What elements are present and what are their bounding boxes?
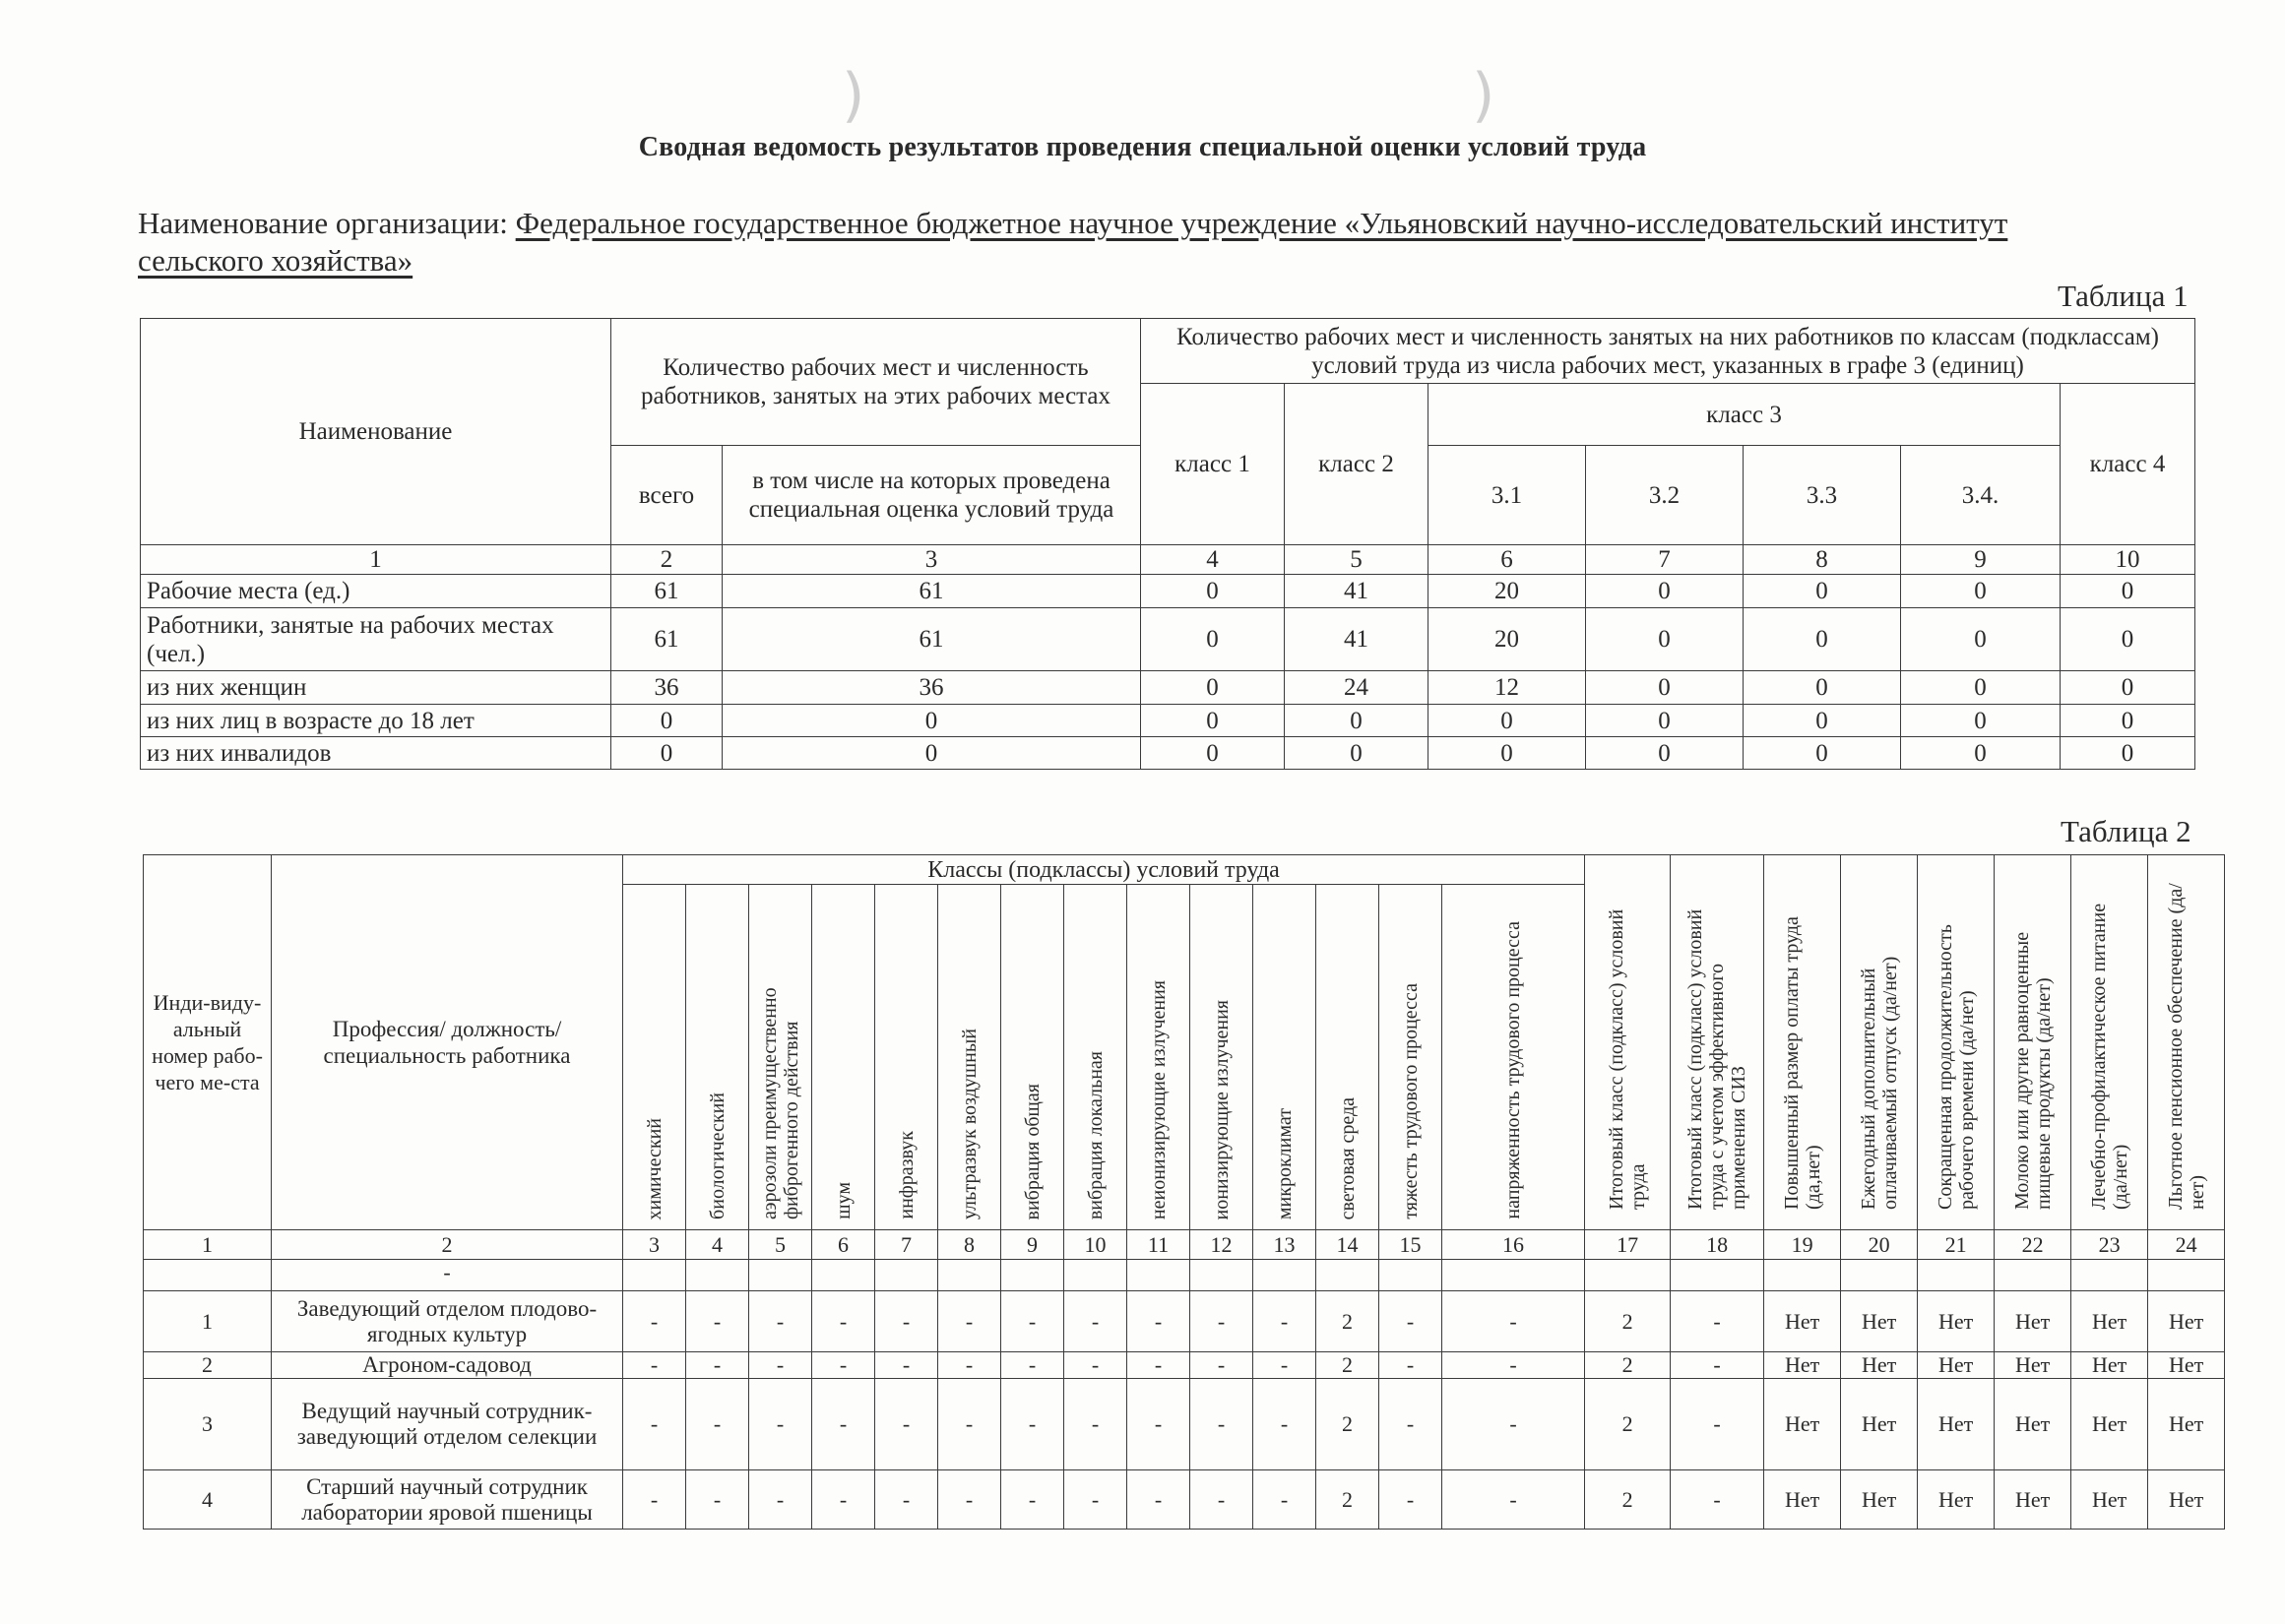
factor-cell — [1253, 885, 1316, 1230]
header-class3: класс 3 — [1428, 384, 2061, 446]
empty-cell — [1190, 1260, 1253, 1291]
cell-value: - — [1442, 1352, 1585, 1379]
cell-value: - — [686, 1352, 749, 1379]
col-number: 6 — [1428, 545, 1586, 575]
cell-value: 0 — [2061, 705, 2195, 737]
factor-light: световая среда — [1336, 1096, 1359, 1219]
header-extra-cell — [2071, 855, 2148, 1230]
empty-cell — [1064, 1260, 1127, 1291]
workplace-number: 2 — [144, 1352, 272, 1379]
cell-value: - — [1190, 1470, 1253, 1530]
cell-value: 0 — [1586, 671, 1744, 705]
empty-cell — [623, 1260, 686, 1291]
factor-infrasound: инфразвук — [895, 1131, 918, 1219]
cell-value: - — [1379, 1470, 1442, 1530]
empty-cell — [812, 1260, 875, 1291]
empty-cell — [1841, 1260, 1918, 1291]
cell-value: - — [1064, 1291, 1127, 1352]
cell-value: - — [1253, 1470, 1316, 1530]
cell-value: - — [875, 1470, 938, 1530]
scan-mark-left: ) — [842, 61, 865, 130]
workplace-number: 1 — [144, 1291, 272, 1352]
table-row — [144, 1470, 2225, 1530]
profession-name: Старший научный сотрудник лаборатории яровой пшеницы — [272, 1470, 623, 1530]
header-total: всего — [611, 446, 723, 545]
row-name: Рабочие места (ед.) — [141, 575, 611, 608]
cell-value: 0 — [1428, 737, 1586, 770]
workplace-number: 3 — [144, 1379, 272, 1470]
header-classes-group: Количество рабочих мест и численность занятых на них работников по классам (подклассам) условий труда из числа рабочих мест, указанных в графе 3 (единиц) — [1141, 319, 2195, 384]
col-number: 7 — [875, 1230, 938, 1260]
cell-value: 24 — [1285, 671, 1428, 705]
cell-value: - — [623, 1352, 686, 1379]
cell-value: 0 — [2061, 737, 2195, 770]
cell-value: - — [1127, 1352, 1190, 1379]
col-number: 14 — [1316, 1230, 1379, 1260]
cell-value: 61 — [611, 608, 723, 671]
cell-value: 0 — [1586, 608, 1744, 671]
cell-value: - — [1253, 1291, 1316, 1352]
cell-value: 61 — [723, 575, 1141, 608]
cell-value: - — [875, 1352, 938, 1379]
cell-value: Нет — [1764, 1470, 1841, 1530]
profession-name: Ведущий научный сотрудник-заведующий отделом селекции — [272, 1379, 623, 1470]
cell-value: 0 — [611, 705, 723, 737]
organization-line — [138, 205, 2186, 280]
cell-value: - — [1671, 1379, 1764, 1470]
header-extra-cell — [1995, 855, 2071, 1230]
factor-cell — [812, 885, 875, 1230]
cell-value: 0 — [1744, 608, 1901, 671]
factor-general-vibration: вибрация общая — [1021, 1083, 1044, 1219]
cell-value: 2 — [1585, 1470, 1671, 1530]
cell-value: Нет — [1841, 1379, 1918, 1470]
cell-value: - — [938, 1291, 1001, 1352]
cell-value: - — [1253, 1379, 1316, 1470]
col-number: 12 — [1190, 1230, 1253, 1260]
header-count-group: Количество рабочих мест и численность работников, занятых на этих рабочих местах — [611, 319, 1141, 446]
header-final-class-siz: Итоговый класс (подкласс) условий труда с учетом эффективного применения СИЗ — [1684, 908, 1750, 1210]
empty-cell — [144, 1260, 272, 1291]
header-number: Инди-виду-альный номер рабо-чего ме-ста — [144, 855, 272, 1230]
factor-intensity: напряженность трудового процесса — [1502, 921, 1525, 1219]
empty-cell — [1995, 1260, 2071, 1291]
cell-value: - — [1442, 1291, 1585, 1352]
cell-value: 12 — [1428, 671, 1586, 705]
cell-value: - — [1379, 1352, 1442, 1379]
col-number: 5 — [749, 1230, 812, 1260]
header-class2: класс 2 — [1285, 384, 1428, 545]
factor-cell — [623, 885, 686, 1230]
factor-cell — [1127, 885, 1190, 1230]
cell-value: Нет — [1918, 1352, 1995, 1379]
cell-value: - — [1001, 1352, 1064, 1379]
factor-cell — [1001, 885, 1064, 1230]
cell-value: - — [1127, 1470, 1190, 1530]
cell-value: 2 — [1585, 1352, 1671, 1379]
cell-value: Нет — [1918, 1470, 1995, 1530]
col-number: 22 — [1995, 1230, 2071, 1260]
cell-value: Нет — [1841, 1470, 1918, 1530]
header-milk: Молоко или другие равноценные пищевые продукты (да/нет) — [2010, 931, 2055, 1210]
cell-value: 0 — [1901, 575, 2061, 608]
cell-value: - — [623, 1470, 686, 1530]
row-name: Работники, занятые на рабочих местах (чел.) — [141, 608, 611, 671]
cell-value: Нет — [1764, 1379, 1841, 1470]
cell-value: 0 — [1141, 737, 1285, 770]
cell-value: Нет — [1764, 1291, 1841, 1352]
cell-value: - — [938, 1352, 1001, 1379]
cell-value: 0 — [723, 737, 1141, 770]
header-extra-cell — [1918, 855, 1995, 1230]
cell-value: Нет — [1918, 1379, 1995, 1470]
cell-value: - — [1190, 1379, 1253, 1470]
cell-value: 2 — [1316, 1470, 1379, 1530]
organization-name: Федеральное государственное бюджетное научное учреждение «Ульяновский научно-исследовательский институт — [515, 206, 2008, 240]
cell-value: 2 — [1585, 1291, 1671, 1352]
empty-cell — [938, 1260, 1001, 1291]
empty-cell — [749, 1260, 812, 1291]
col-number: 19 — [1764, 1230, 1841, 1260]
col-number: 4 — [686, 1230, 749, 1260]
factor-cell — [1316, 885, 1379, 1230]
row-name: из них женщин — [141, 671, 611, 705]
cell-value: Нет — [1995, 1379, 2071, 1470]
cell-value: 36 — [723, 671, 1141, 705]
cell-value: - — [812, 1352, 875, 1379]
cell-value: Нет — [1995, 1352, 2071, 1379]
col-number: 4 — [1141, 545, 1285, 575]
header-assessed: в том числе на которых проведена специальная оценка условий труда — [723, 446, 1141, 545]
cell-value: 0 — [1744, 671, 1901, 705]
organization-name-cont: сельского хозяйства» — [138, 243, 413, 278]
cell-value: - — [1190, 1291, 1253, 1352]
header-sub34: 3.4. — [1901, 446, 2061, 545]
col-number: 2 — [272, 1230, 623, 1260]
profession-name: Агроном-садовод — [272, 1352, 623, 1379]
table-row — [144, 1291, 2225, 1352]
cell-value: Нет — [2071, 1291, 2148, 1352]
cell-value: Нет — [2148, 1291, 2225, 1352]
factor-cell — [1190, 885, 1253, 1230]
cell-value: 61 — [723, 608, 1141, 671]
cell-value: - — [1001, 1470, 1064, 1530]
cell-value: - — [1127, 1291, 1190, 1352]
cell-value: - — [749, 1291, 812, 1352]
cell-value: - — [1001, 1379, 1064, 1470]
cell-value: - — [1671, 1352, 1764, 1379]
header-class1: класс 1 — [1141, 384, 1285, 545]
col-number: 10 — [2061, 545, 2195, 575]
header-profession: Профессия/ должность/ специальность работника — [272, 855, 623, 1230]
row-name: из них инвалидов — [141, 737, 611, 770]
col-number: 5 — [1285, 545, 1428, 575]
empty-cell — [1585, 1260, 1671, 1291]
cell-value: 0 — [1285, 705, 1428, 737]
cell-value: - — [812, 1470, 875, 1530]
cell-value: 41 — [1285, 575, 1428, 608]
table2-caption: Таблица 2 — [2061, 814, 2191, 848]
empty-cell — [1001, 1260, 1064, 1291]
cell-value: 2 — [1316, 1352, 1379, 1379]
empty-cell — [1918, 1260, 1995, 1291]
cell-value: 0 — [2061, 575, 2195, 608]
empty-cell — [1127, 1260, 1190, 1291]
cell-value: - — [623, 1291, 686, 1352]
cell-value: - — [686, 1379, 749, 1470]
cell-value: - — [749, 1379, 812, 1470]
table-row — [141, 608, 2195, 671]
col-number: 3 — [623, 1230, 686, 1260]
empty-cell — [2148, 1260, 2225, 1291]
cell-value: - — [1064, 1470, 1127, 1530]
table-row — [141, 575, 2195, 608]
cell-value: - — [1064, 1352, 1127, 1379]
header-reduced-hours: Сокращенная продолжительность рабочего времени (да/нет) — [1934, 924, 1978, 1210]
cell-value: 0 — [1141, 671, 1285, 705]
col-number: 9 — [1901, 545, 2061, 575]
col-number: 6 — [812, 1230, 875, 1260]
empty-cell — [2071, 1260, 2148, 1291]
header-sub33: 3.3 — [1744, 446, 1901, 545]
table-row — [141, 705, 2195, 737]
col-number: 24 — [2148, 1230, 2225, 1260]
cell-value: - — [875, 1291, 938, 1352]
cell-value: - — [812, 1291, 875, 1352]
workplace-table — [143, 854, 2225, 1530]
cell-value: Нет — [2148, 1352, 2225, 1379]
organization-label: Наименование организации: — [138, 206, 508, 240]
cell-value: 0 — [1744, 737, 1901, 770]
factor-cell — [749, 885, 812, 1230]
col-number: 13 — [1253, 1230, 1316, 1260]
factor-local-vibration: вибрация локальная — [1084, 1050, 1107, 1219]
factor-aerosols: аэрозоли преимущественно фиброгенного действия — [758, 987, 802, 1219]
header-extra-cell — [1764, 855, 1841, 1230]
cell-value: 0 — [2061, 608, 2195, 671]
factor-ionizing: ионизирующие излучения — [1210, 999, 1233, 1219]
factor-non-ionizing: неионизирующие излучения — [1147, 979, 1170, 1219]
department-name: - — [272, 1260, 623, 1291]
cell-value: - — [1001, 1291, 1064, 1352]
cell-value: - — [1671, 1291, 1764, 1352]
factor-cell — [1442, 885, 1585, 1230]
factor-cell — [1379, 885, 1442, 1230]
header-sub31: 3.1 — [1428, 446, 1586, 545]
header-pension: Льготное пенсионное обеспечение (да/нет) — [2164, 883, 2208, 1210]
cell-value: 0 — [1901, 608, 2061, 671]
col-number: 1 — [141, 545, 611, 575]
table-row — [144, 1352, 2225, 1379]
cell-value: 0 — [1901, 671, 2061, 705]
header-sub32: 3.2 — [1586, 446, 1744, 545]
cell-value: 0 — [1744, 705, 1901, 737]
cell-value: 0 — [1586, 705, 1744, 737]
empty-cell — [1253, 1260, 1316, 1291]
cell-value: - — [1127, 1379, 1190, 1470]
cell-value: 41 — [1285, 608, 1428, 671]
cell-value: Нет — [1841, 1352, 1918, 1379]
cell-value: - — [686, 1291, 749, 1352]
column-number-row — [144, 1230, 2225, 1260]
cell-value: 0 — [1141, 705, 1285, 737]
factor-microclimate: микроклимат — [1273, 1107, 1296, 1219]
summary-table — [140, 318, 2195, 770]
cell-value: 2 — [1585, 1379, 1671, 1470]
cell-value: Нет — [2071, 1379, 2148, 1470]
factor-cell — [1064, 885, 1127, 1230]
cell-value: Нет — [2148, 1470, 2225, 1530]
cell-value: 0 — [1901, 705, 2061, 737]
header-extra-cell — [2148, 855, 2225, 1230]
cell-value: - — [1379, 1379, 1442, 1470]
col-number: 11 — [1127, 1230, 1190, 1260]
cell-value: - — [623, 1379, 686, 1470]
workplace-number: 4 — [144, 1470, 272, 1530]
header-name: Наименование — [141, 319, 611, 545]
cell-value: 0 — [1586, 575, 1744, 608]
empty-cell — [1316, 1260, 1379, 1291]
col-number: 23 — [2071, 1230, 2148, 1260]
cell-value: Нет — [2071, 1352, 2148, 1379]
cell-value: Нет — [1841, 1291, 1918, 1352]
header-increased-pay: Повышенный размер оплаты труда (да,нет) — [1780, 916, 1824, 1210]
col-number: 8 — [938, 1230, 1001, 1260]
table1-caption: Таблица 1 — [2058, 279, 2189, 313]
table-row — [141, 737, 2195, 770]
cell-value: 0 — [1744, 575, 1901, 608]
cell-value: - — [1190, 1352, 1253, 1379]
empty-cell — [686, 1260, 749, 1291]
cell-value: Нет — [1918, 1291, 1995, 1352]
col-number: 3 — [723, 545, 1141, 575]
cell-value: Нет — [2148, 1379, 2225, 1470]
factor-chemical: химический — [643, 1117, 666, 1219]
header-extra-cell — [1585, 855, 1671, 1230]
cell-value: 20 — [1428, 575, 1586, 608]
factor-biological: биологический — [706, 1093, 729, 1219]
factor-noise: шум — [832, 1182, 855, 1219]
cell-value: - — [686, 1470, 749, 1530]
cell-value: 2 — [1316, 1379, 1379, 1470]
header-therapeutic-food: Лечебно-профилактическое питание (да/нет) — [2087, 903, 2131, 1210]
cell-value: - — [938, 1379, 1001, 1470]
document-title: Сводная ведомость результатов проведения специальной оценки условий труда — [638, 132, 1647, 162]
header-class4: класс 4 — [2061, 384, 2195, 545]
cell-value: 0 — [2061, 671, 2195, 705]
cell-value: - — [1442, 1379, 1585, 1470]
factor-ultrasound: ультразвук воздушный — [958, 1029, 981, 1219]
col-number: 7 — [1586, 545, 1744, 575]
cell-value: 36 — [611, 671, 723, 705]
cell-value: Нет — [1995, 1470, 2071, 1530]
cell-value: Нет — [1995, 1291, 2071, 1352]
header-extra-cell — [1841, 855, 1918, 1230]
header-extra-cell — [1671, 855, 1764, 1230]
department-row — [144, 1260, 2225, 1291]
cell-value: - — [749, 1470, 812, 1530]
cell-value: - — [1671, 1470, 1764, 1530]
empty-cell — [1379, 1260, 1442, 1291]
cell-value: 2 — [1316, 1291, 1379, 1352]
table-row — [144, 1379, 2225, 1470]
cell-value: 0 — [1428, 705, 1586, 737]
col-number: 10 — [1064, 1230, 1127, 1260]
col-number: 1 — [144, 1230, 272, 1260]
col-number: 17 — [1585, 1230, 1671, 1260]
factor-cell — [938, 885, 1001, 1230]
col-number: 20 — [1841, 1230, 1918, 1260]
table-row — [141, 671, 2195, 705]
cell-value: 0 — [723, 705, 1141, 737]
header-final-class: Итоговый класс (подкласс) условий труда — [1606, 908, 1650, 1210]
profession-name: Заведующий отделом плодово-ягодных культур — [272, 1291, 623, 1352]
col-number: 15 — [1379, 1230, 1442, 1260]
cell-value: 0 — [611, 737, 723, 770]
col-number: 16 — [1442, 1230, 1585, 1260]
factor-severity: тяжесть трудового процесса — [1399, 983, 1422, 1219]
col-number: 2 — [611, 545, 723, 575]
cell-value: 20 — [1428, 608, 1586, 671]
col-number: 18 — [1671, 1230, 1764, 1260]
cell-value: Нет — [2071, 1470, 2148, 1530]
empty-cell — [1442, 1260, 1585, 1291]
cell-value: Нет — [1764, 1352, 1841, 1379]
scan-mark-right: ) — [1472, 61, 1495, 130]
cell-value: 0 — [1586, 737, 1744, 770]
cell-value: - — [938, 1470, 1001, 1530]
header-classes-group: Классы (подклассы) условий труда — [623, 855, 1585, 885]
cell-value: 61 — [611, 575, 723, 608]
cell-value: - — [812, 1379, 875, 1470]
row-name: из них лиц в возрасте до 18 лет — [141, 705, 611, 737]
cell-value: 0 — [1141, 575, 1285, 608]
empty-cell — [875, 1260, 938, 1291]
empty-cell — [1764, 1260, 1841, 1291]
header-extra-leave: Ежегодный дополнительный оплачиваемый отпуск (да/нет) — [1857, 956, 1901, 1210]
cell-value: - — [1064, 1379, 1127, 1470]
col-number: 9 — [1001, 1230, 1064, 1260]
cell-value: 0 — [1285, 737, 1428, 770]
cell-value: - — [1253, 1352, 1316, 1379]
col-number: 8 — [1744, 545, 1901, 575]
empty-cell — [1671, 1260, 1764, 1291]
factor-cell — [875, 885, 938, 1230]
cell-value: 0 — [1901, 737, 2061, 770]
cell-value: - — [875, 1379, 938, 1470]
cell-value: - — [1379, 1291, 1442, 1352]
factor-cell — [686, 885, 749, 1230]
cell-value: - — [749, 1352, 812, 1379]
col-number: 21 — [1918, 1230, 1995, 1260]
cell-value: - — [1442, 1470, 1585, 1530]
cell-value: 0 — [1141, 608, 1285, 671]
